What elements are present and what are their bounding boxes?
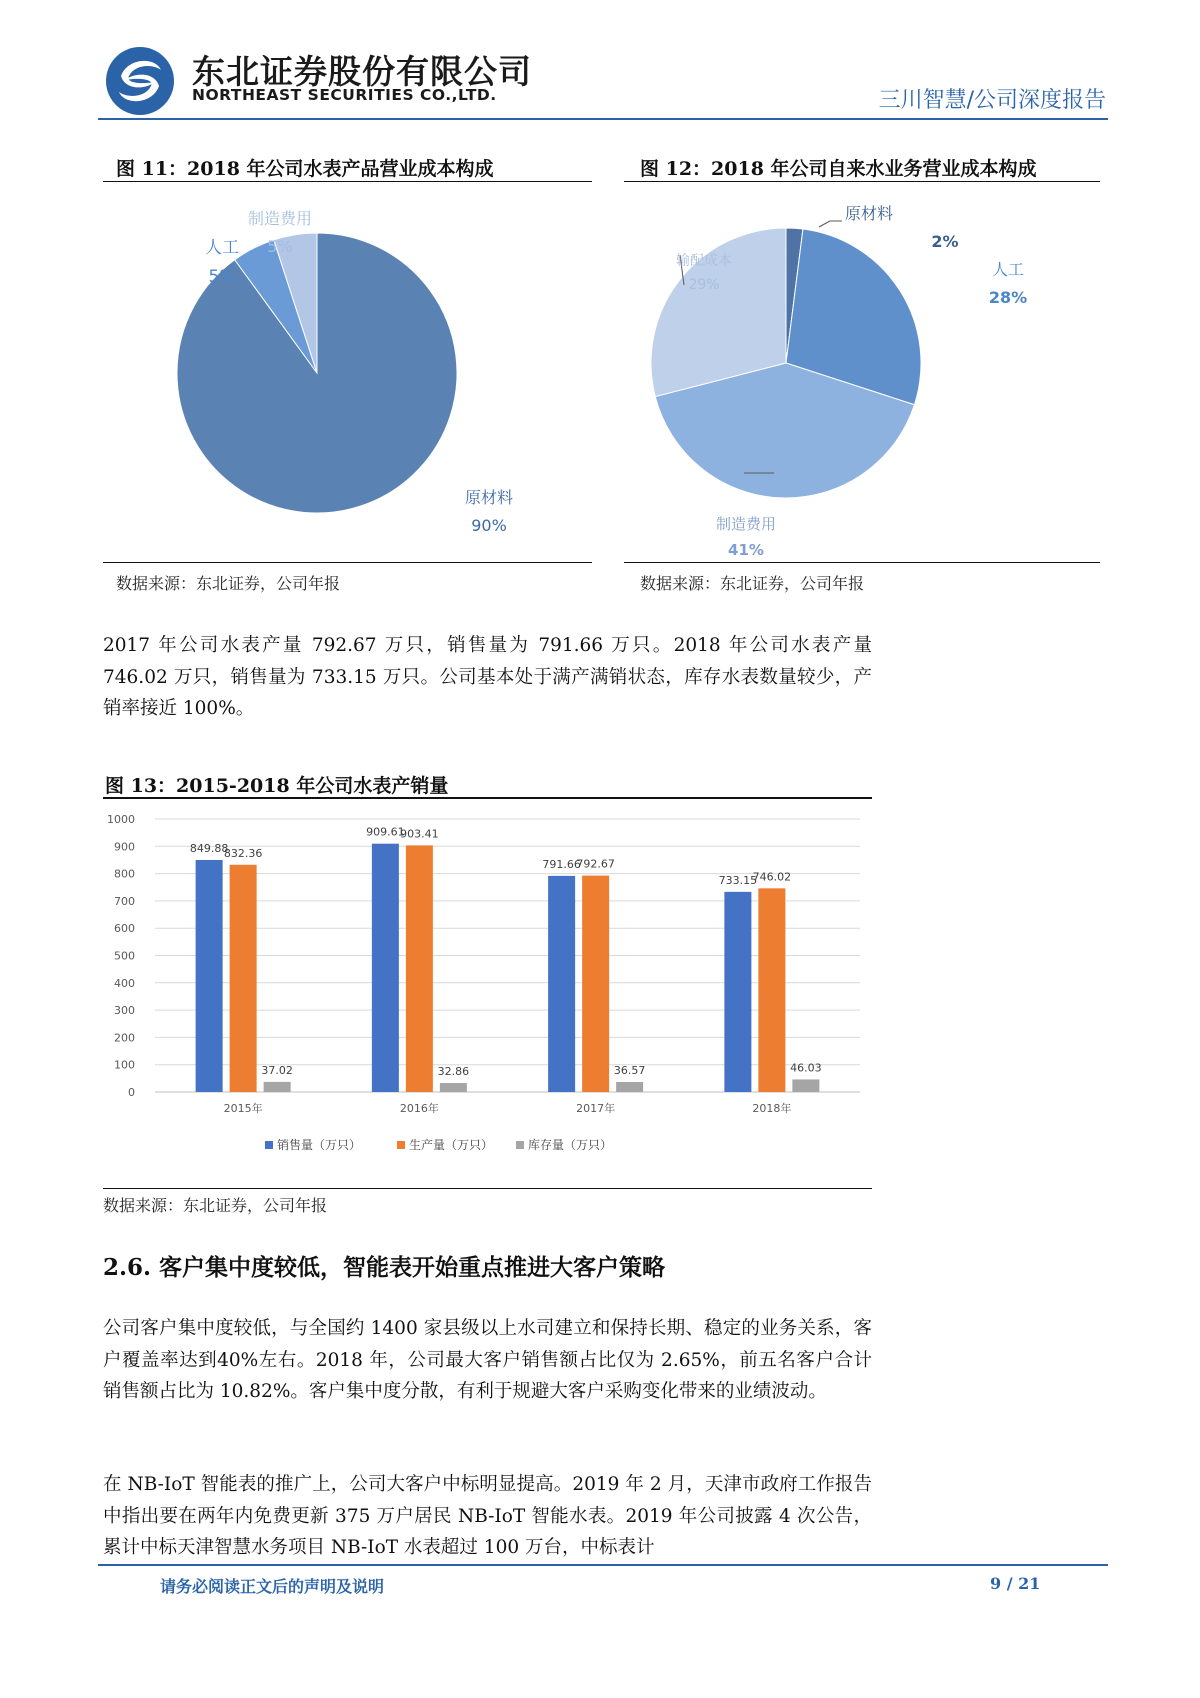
- bar-value-label: 36.57: [613, 1064, 646, 1078]
- y-tick-label: 500: [114, 949, 135, 963]
- section-heading-2-6: 2.6. 客户集中度较低，智能表开始重点推进大客户策略: [103, 1254, 666, 1281]
- bar-1-1: [406, 845, 433, 1092]
- pie12-label-labor: 人工: [991, 260, 1025, 279]
- footer-disclaimer: 请务必阅读正文后的声明及说明: [160, 1577, 385, 1596]
- bar-1-0: [230, 865, 257, 1092]
- figure-12-pie-chart: [624, 185, 1100, 560]
- bar-value-label: 746.02: [752, 870, 792, 884]
- bar-0-2: [548, 876, 575, 1092]
- pie12-label-raw-materials: 原材料: [845, 204, 894, 223]
- bar-0-1: [372, 844, 399, 1092]
- figure-13-top-rule: [103, 797, 872, 799]
- pie12-label-distribution: 输配成本: [676, 253, 732, 269]
- legend-swatch: [397, 1141, 405, 1149]
- bar-value-label: 32.86: [437, 1065, 470, 1079]
- footer-divider: [98, 1564, 1108, 1566]
- figure-12-bottom-rule: [624, 562, 1100, 563]
- x-tick-label: 2015年: [223, 1102, 263, 1115]
- y-tick-label: 100: [114, 1058, 135, 1072]
- header-divider: [98, 118, 1108, 120]
- bar-2-1: [440, 1083, 467, 1092]
- pie12-value-distribution: 29%: [688, 277, 720, 293]
- page-number: 9 / 21: [990, 1574, 1041, 1593]
- bar-value-label: 909.61: [366, 825, 405, 839]
- paragraph-production-sales: 2017 年公司水表产量 792.67 万只，销售量为 791.66 万只。2018 年公司水表产量 746.02 万只，销售量为 733.15 万只。公司基本处于满产满销状态，库存水表数量较少，产销率接近 100%。: [103, 635, 872, 719]
- legend-swatch: [265, 1141, 273, 1149]
- legend-swatch: [516, 1141, 524, 1149]
- bar-2-0: [264, 1082, 291, 1092]
- bar-value-label: 832.36: [223, 846, 263, 860]
- x-tick-label: 2016年: [399, 1102, 439, 1115]
- pie11-label-manufacturing: 制造费用: [247, 209, 313, 228]
- figure-13-source: 数据来源：东北证券，公司年报: [103, 1196, 328, 1215]
- legend-label: 销售量（万只）: [277, 1138, 362, 1152]
- bar-1-2: [582, 876, 609, 1092]
- y-tick-label: 800: [114, 867, 135, 881]
- figure-12-source: 数据来源：东北证券，公司年报: [640, 574, 865, 593]
- pie11-value-raw-materials: 90%: [471, 516, 507, 535]
- bar-1-3: [758, 888, 785, 1092]
- legend-label: 库存量（万只）: [528, 1138, 613, 1152]
- bar-value-label: 46.03: [790, 1061, 822, 1075]
- company-name-en: NORTHEAST SECURITIES CO.,LTD.: [192, 86, 497, 104]
- bar-value-label: 733.15: [718, 873, 758, 887]
- figure-11-top-rule: [103, 181, 592, 182]
- pie12-label-manufacturing: 制造费用: [715, 515, 777, 533]
- pie11-label-raw-materials: 原材料: [464, 488, 514, 507]
- y-tick-label: 1000: [107, 813, 135, 826]
- bar-value-label: 849.88: [189, 841, 229, 855]
- y-tick-label: 300: [114, 1004, 135, 1018]
- pie11-label-labor: 人工: [205, 238, 239, 258]
- bar-value-label: 903.41: [400, 827, 439, 841]
- y-tick-label: 200: [114, 1031, 135, 1045]
- y-tick-label: 900: [114, 840, 135, 854]
- figure-11-pie-chart: [103, 185, 592, 560]
- figure-13-bottom-rule: [103, 1188, 872, 1189]
- figure-12-top-rule: [624, 181, 1100, 182]
- pie11-value-manufacturing: 5%: [267, 237, 293, 256]
- figure-11-source: 数据来源：东北证券，公司年报: [116, 574, 341, 593]
- pie11-value-labor: 5%: [208, 267, 236, 287]
- paragraph-customer-concentration: 公司客户集中度较低，与全国约 1400 家县级以上水司建立和保持长期、稳定的业务关系，客户覆盖率达到40%左右。2018 年，公司最大客户销售额占比仅为 2.65%，前五名客户合计销售额占比为 10.82%。客户集中度分散，有利于规避大客户采购变化带来的业绩波动。: [103, 1318, 872, 1402]
- company-name-cn: 东北证券股份有限公司: [192, 52, 532, 91]
- paragraph-nb-iot: 在 NB-IoT 智能表的推广上，公司大客户中标明显提高。2019 年 2 月，天津市政府工作报告中指出要在两年内免费更新 375 万户居民 NB-IoT 智能水表。2019 年公司披露 4 次公告，累计中标天津智慧水务项目 NB-IoT 水表超过 100 万台，中标表计: [103, 1474, 872, 1558]
- pie12-value-manufacturing: 41%: [728, 541, 764, 559]
- figure-13-bar-chart: [103, 800, 872, 1188]
- figure-11-bottom-rule: [103, 562, 592, 563]
- figure-13-title: 图 13：2015-2018 年公司水表产销量: [105, 775, 449, 797]
- bar-0-0: [196, 860, 223, 1092]
- report-tag: 三川智慧/公司深度报告: [878, 88, 1106, 113]
- company-logo-icon: [103, 44, 177, 118]
- x-tick-label: 2017年: [576, 1102, 616, 1115]
- bar-2-2: [616, 1082, 643, 1092]
- bar-value-label: 37.02: [261, 1063, 293, 1077]
- y-tick-label: 700: [114, 894, 135, 908]
- pie12-value-raw-materials: 2%: [931, 232, 959, 251]
- figure-12-title: 图 12：2018 年公司自来水业务营业成本构成: [640, 158, 1037, 180]
- y-tick-label: 0: [128, 1086, 135, 1099]
- pie12-value-labor: 28%: [988, 288, 1028, 307]
- bar-0-3: [724, 892, 751, 1092]
- y-tick-label: 600: [114, 922, 135, 936]
- y-tick-label: 400: [114, 976, 135, 990]
- x-tick-label: 2018年: [752, 1102, 792, 1115]
- legend-label: 生产量（万只）: [409, 1138, 494, 1152]
- bar-2-3: [792, 1079, 819, 1092]
- bar-value-label: 792.67: [576, 857, 615, 871]
- figure-11-title: 图 11：2018 年公司水表产品营业成本构成: [116, 158, 494, 180]
- bar-value-label: 791.66: [542, 857, 581, 871]
